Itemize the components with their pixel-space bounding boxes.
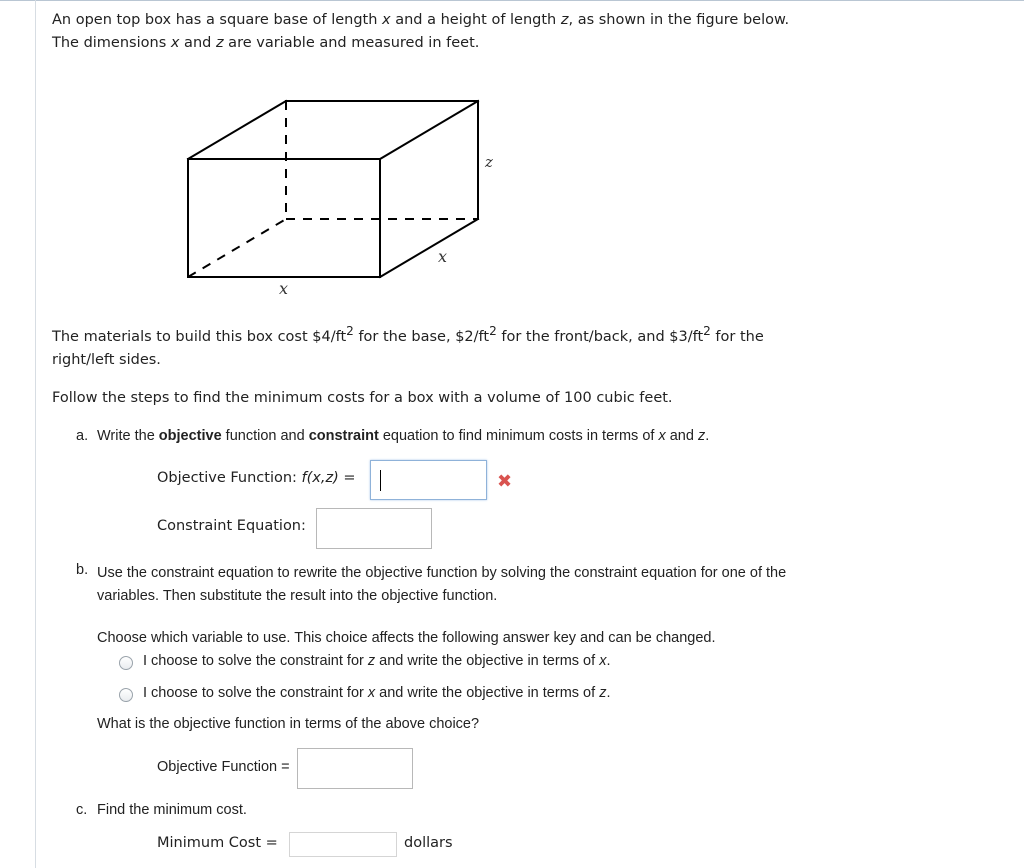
problem-intro	[52, 9, 812, 55]
minimum-cost-input[interactable]	[289, 832, 397, 857]
label-text: Objective Function:	[157, 470, 302, 486]
cost-text: for the base, $2/ft	[353, 328, 490, 345]
variable-x: x	[367, 685, 376, 701]
label-width-x: x	[279, 279, 289, 298]
intro-text: and a height of length	[390, 12, 561, 28]
cost-text: for the front/back, and $3/ft	[496, 328, 704, 345]
option-text: .	[606, 653, 611, 669]
variable-x: x	[170, 35, 180, 51]
text-caret	[380, 470, 381, 491]
option-solve-for-z-label[interactable]	[143, 653, 610, 669]
unit-dollars: dollars	[404, 835, 453, 851]
step-a-instructions	[97, 428, 709, 444]
constraint-equation-label: Constraint Equation:	[157, 518, 306, 534]
option-solve-for-x-label[interactable]	[143, 685, 610, 701]
top-divider	[0, 0, 1024, 1]
step-text: equation to find minimum costs in terms of	[378, 428, 659, 444]
label-text: =	[338, 470, 356, 486]
cost-text: The materials to build this box cost $4/ft	[52, 328, 347, 345]
intro-text: An open top box has a square base of length	[52, 12, 383, 28]
variable-x: x	[658, 428, 666, 444]
box-top-right-edge	[380, 101, 478, 159]
radio-solve-for-z[interactable]	[119, 656, 133, 670]
variable-z: z	[367, 653, 376, 669]
step-text: .	[705, 428, 710, 444]
objective-function-label	[157, 470, 356, 486]
intro-text: and	[179, 35, 216, 51]
step-text: Write the	[97, 428, 159, 444]
function-notation: f(x,z)	[301, 470, 339, 486]
option-text: and write the objective in terms of	[375, 653, 600, 669]
step-a-label: a.	[76, 428, 89, 444]
intro-text: , as shown in the figure below. The dimensions	[52, 12, 790, 51]
option-text: I choose to solve the constraint for	[143, 653, 368, 669]
variable-z: z	[560, 12, 569, 28]
bold-objective: objective	[158, 428, 222, 444]
variable-x: x	[599, 653, 607, 669]
box-hidden-diagonal-edge	[188, 219, 286, 277]
left-divider	[35, 0, 36, 868]
bold-constraint: constraint	[308, 428, 379, 444]
step-c-instructions: Find the minimum cost.	[97, 802, 247, 818]
choose-variable-prompt: Choose which variable to use. This choice affects the following answer key and can be changed.	[97, 630, 716, 646]
box-bottom-right-edge	[380, 219, 478, 277]
box-top-left-edge	[188, 101, 286, 159]
follow-steps: Follow the steps to find the minimum costs for a box with a volume of 100 cubic feet.	[52, 390, 673, 406]
objective-function-b-input[interactable]	[297, 748, 413, 789]
constraint-equation-input[interactable]	[316, 508, 432, 549]
variable-z: z	[697, 428, 706, 444]
variable-z: z	[599, 685, 607, 701]
option-text: I choose to solve the constraint for	[143, 685, 368, 701]
minimum-cost-label: Minimum Cost =	[157, 835, 278, 851]
box-figure	[180, 95, 510, 305]
step-c-label: c.	[76, 802, 88, 818]
variable-z: z	[215, 35, 224, 51]
label-depth-x: x	[438, 247, 448, 266]
intro-text: are variable and measured in feet.	[223, 35, 480, 51]
exponent: 2	[489, 324, 497, 338]
objective-function-b-label: Objective Function =	[157, 759, 290, 775]
label-height-z: z	[485, 153, 493, 171]
option-text: .	[606, 685, 611, 701]
variable-x: x	[382, 12, 391, 28]
cost-text: for the right/left sides.	[52, 328, 764, 368]
option-text: and write the objective in terms of	[375, 685, 600, 701]
step-b-label: b.	[76, 562, 89, 578]
exponent: 2	[703, 324, 711, 338]
objective-function-input[interactable]	[370, 460, 487, 500]
step-text: and	[665, 428, 698, 444]
close-icon: ✖	[497, 471, 513, 492]
objective-question: What is the objective function in terms of the above choice?	[97, 716, 480, 732]
step-b-instructions: Use the constraint equation to rewrite the objective function by solving the constraint equation for one of the variables. Then substitute the result into the objective function.	[97, 565, 787, 604]
box-front-face	[188, 159, 380, 277]
radio-solve-for-x[interactable]	[119, 688, 133, 702]
step-text: function and	[221, 428, 309, 444]
exponent: 2	[346, 324, 354, 338]
material-costs	[52, 320, 812, 372]
